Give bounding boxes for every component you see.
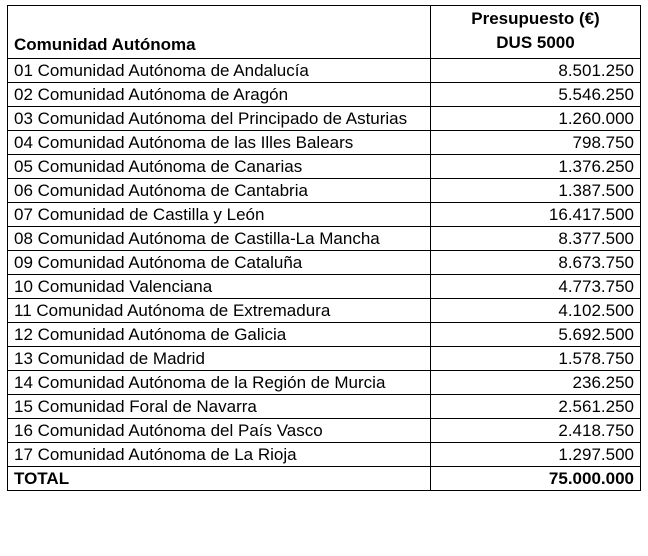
row-amount: 4.102.500 — [431, 299, 641, 323]
row-name: 04 Comunidad Autónoma de las Illes Balears — [8, 131, 431, 155]
row-name: 08 Comunidad Autónoma de Castilla-La Mancha — [8, 227, 431, 251]
header-budget-line1: Presupuesto (€) — [471, 9, 600, 28]
row-amount: 8.377.500 — [431, 227, 641, 251]
row-amount: 236.250 — [431, 371, 641, 395]
row-amount: 5.692.500 — [431, 323, 641, 347]
row-amount: 8.673.750 — [431, 251, 641, 275]
row-name: 14 Comunidad Autónoma de la Región de Murcia — [8, 371, 431, 395]
row-amount: 1.376.250 — [431, 155, 641, 179]
row-amount: 1.578.750 — [431, 347, 641, 371]
row-name: 11 Comunidad Autónoma de Extremadura — [8, 299, 431, 323]
table-row — [8, 203, 641, 227]
table-row — [8, 83, 641, 107]
row-amount: 5.546.250 — [431, 83, 641, 107]
row-name: 16 Comunidad Autónoma del País Vasco — [8, 419, 431, 443]
header-budget — [431, 6, 641, 59]
table-row — [8, 131, 641, 155]
table-row — [8, 107, 641, 131]
table-row — [8, 251, 641, 275]
row-name: 07 Comunidad de Castilla y León — [8, 203, 431, 227]
total-amount: 75.000.000 — [431, 467, 641, 491]
row-name: 06 Comunidad Autónoma de Cantabria — [8, 179, 431, 203]
row-amount: 1.297.500 — [431, 443, 641, 467]
budget-table-container — [7, 5, 641, 491]
table-row — [8, 299, 641, 323]
row-name: 02 Comunidad Autónoma de Aragón — [8, 83, 431, 107]
header-community: Comunidad Autónoma — [8, 6, 431, 59]
table-row — [8, 395, 641, 419]
row-name: 09 Comunidad Autónoma de Cataluña — [8, 251, 431, 275]
table-row — [8, 227, 641, 251]
budget-table — [7, 5, 641, 491]
row-amount: 1.260.000 — [431, 107, 641, 131]
table-row — [8, 443, 641, 467]
row-name: 15 Comunidad Foral de Navarra — [8, 395, 431, 419]
table-row — [8, 59, 641, 83]
row-name: 01 Comunidad Autónoma de Andalucía — [8, 59, 431, 83]
row-name: 12 Comunidad Autónoma de Galicia — [8, 323, 431, 347]
table-row — [8, 179, 641, 203]
row-name: 13 Comunidad de Madrid — [8, 347, 431, 371]
table-row — [8, 275, 641, 299]
table-row — [8, 347, 641, 371]
table-header-row — [8, 6, 641, 59]
row-name: 03 Comunidad Autónoma del Principado de Asturias — [8, 107, 431, 131]
row-amount: 1.387.500 — [431, 179, 641, 203]
table-row — [8, 155, 641, 179]
total-row — [8, 467, 641, 491]
row-amount: 798.750 — [431, 131, 641, 155]
row-amount: 2.561.250 — [431, 395, 641, 419]
table-row — [8, 371, 641, 395]
row-name: 05 Comunidad Autónoma de Canarias — [8, 155, 431, 179]
table-row — [8, 419, 641, 443]
row-amount: 2.418.750 — [431, 419, 641, 443]
row-amount: 4.773.750 — [431, 275, 641, 299]
table-row — [8, 323, 641, 347]
row-name: 17 Comunidad Autónoma de La Rioja — [8, 443, 431, 467]
total-label: TOTAL — [8, 467, 431, 491]
row-amount: 8.501.250 — [431, 59, 641, 83]
row-amount: 16.417.500 — [431, 203, 641, 227]
header-budget-line2: DUS 5000 — [496, 33, 575, 52]
row-name: 10 Comunidad Valenciana — [8, 275, 431, 299]
